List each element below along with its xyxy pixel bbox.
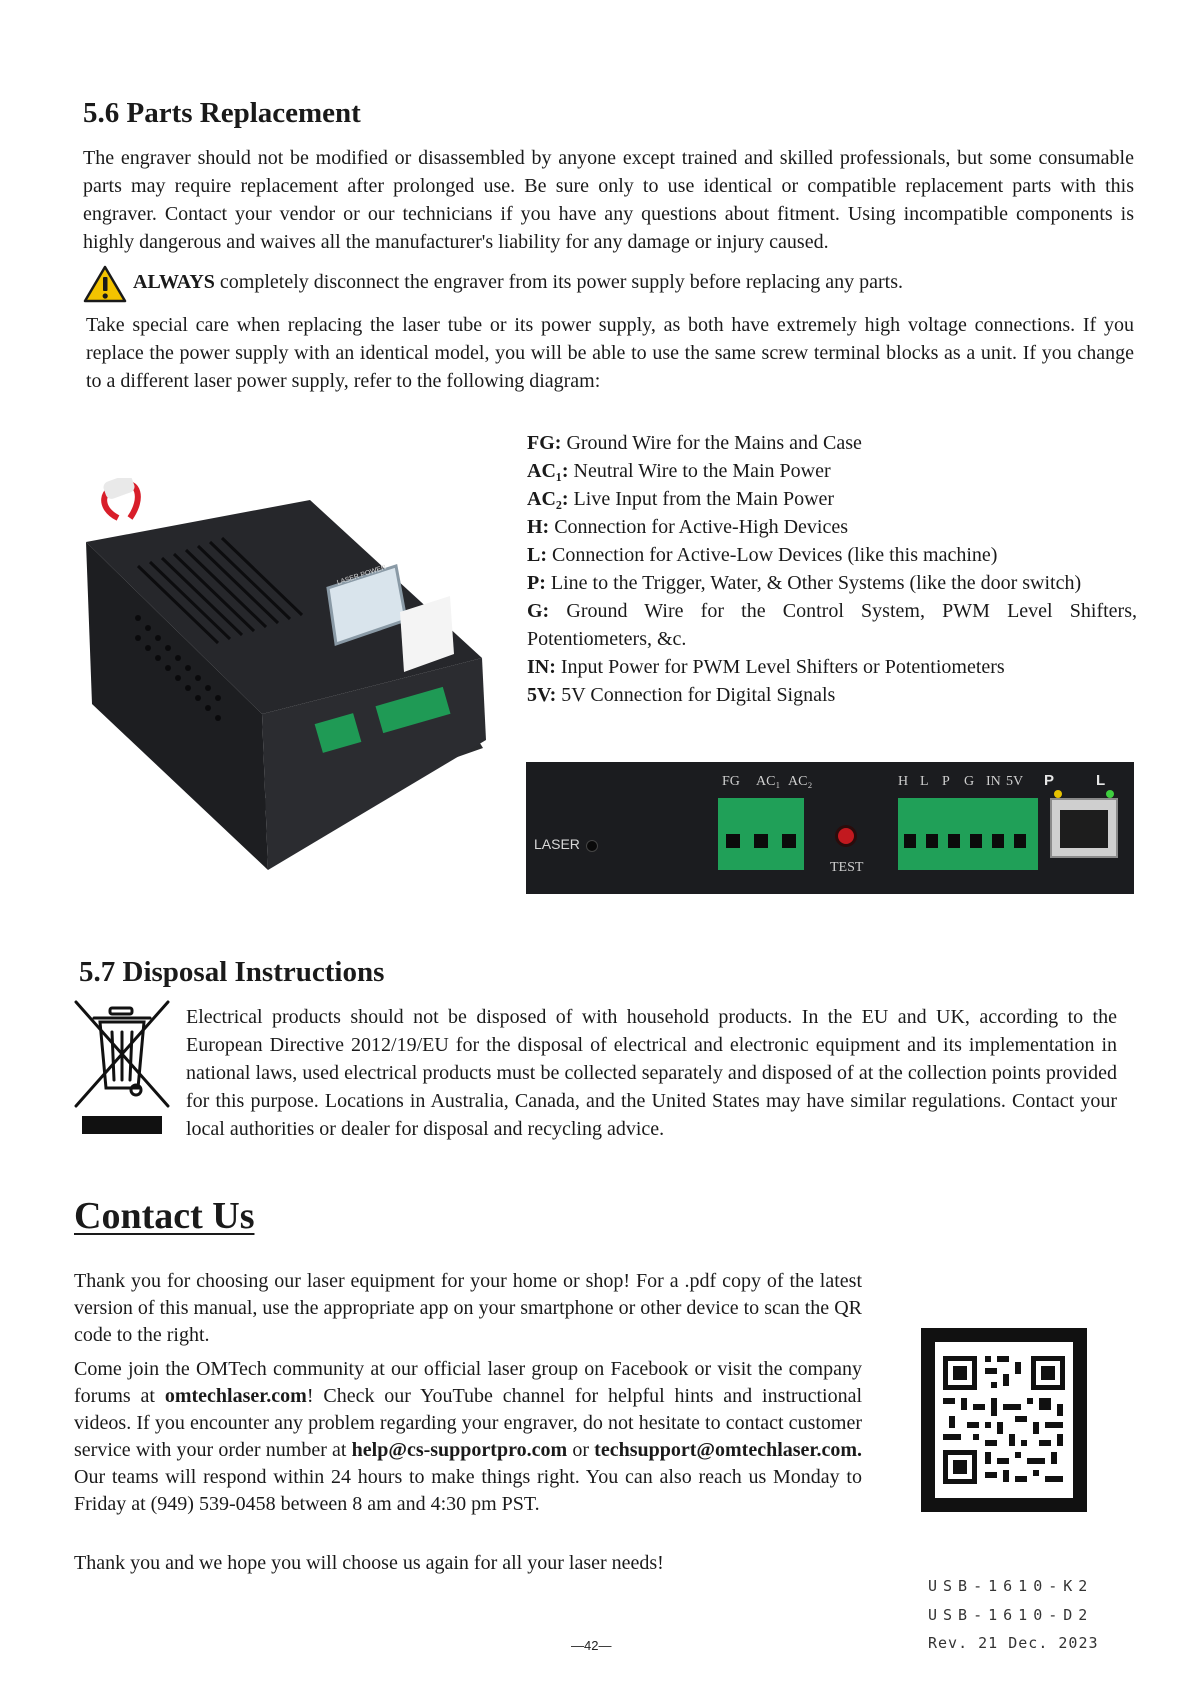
strip-label-l: L [1096,772,1106,789]
terminal-row-l: L: Connection for Active-Low Devices (like this machine) [527,544,998,566]
model-number-2: USB-1610-D2 [928,1606,1094,1624]
terminal-row-p: P: Line to the Trigger, Water, & Other Systems (like the door switch) [527,572,1082,594]
parts-intro-paragraph: The engraver should not be modified or disassembled by anyone except trained and skilled professionals, but some consumable parts may require replacement after prolonged use. Be sure only to use identical or compatible replacement parts with this engraver. Contact your vendor or our technicians if you have any questions about fitment. Using incompatible components is highly dangerous and waives all the manufacturer's liability for any damage or injury caused. [83,147,1134,253]
manual-qr-code[interactable] [921,1328,1087,1512]
contact-paragraph-1: Thank you for choosing our laser equipment for your home or shop! For a .pdf copy of the latest version of this manual, use the appropriate app on your smartphone or other device to scan the QR code to the right. [74,1270,862,1346]
warning-row [83,265,1133,301]
support-email-link[interactable]: help@cs-supportpro.com [351,1439,568,1461]
strip-label-p: P [1044,772,1055,789]
laser-power-supply-photo [78,478,498,878]
contact-heading: Contact Us [74,1195,255,1237]
contact-paragraph-3: Thank you and we hope you will choose us again for all your laser needs! [74,1552,664,1574]
terminal-row-ac1: AC₁: Neutral Wire to the Main Power [527,460,831,482]
terminal-block-ac [718,798,804,870]
section-heading-parts-replacement: 5.6 Parts Replacement [83,97,361,129]
laser-indicator-icon [586,840,598,852]
techsupport-email-link[interactable]: techsupport@omtechlaser.com. [594,1439,862,1461]
warning-text [133,268,1133,296]
test-button-icon [838,828,854,844]
warning-bold: ALWAYS [133,271,215,293]
strip-label-test: TEST [830,860,864,875]
strip-label-laser: LASER [534,836,580,852]
terminal-definitions [527,429,1137,709]
warning-triangle-icon [83,265,127,308]
terminal-row-5v: 5V: 5V Connection for Digital Signals [527,684,836,706]
page-number: —42— [571,1638,612,1653]
disposal-text: Electrical products should not be disposed of with household products. In the EU and UK, according to the European Directive 2012/19/EU for the disposal of electrical and electronic equipment and its implementation in national laws, used electrical products must be collected separately and disposed of at the collection points provided for this purpose. Locations in Australia, Canada, and the United States may have similar regulations. Contact your local authorities or dealer for disposal and recycling advice. [186,1006,1117,1140]
section-heading-disposal: 5.7 Disposal Instructions [79,956,385,988]
parts-diagram-paragraph: Take special care when replacing the laser tube or its power supply, as both have extremely high voltage connections. If you replace the power supply with an identical model, you will be able to use the same screw terminal blocks as a unit. If you change to a different laser power supply, refer to the following diagram: [86,314,1134,392]
warning-rest: completely disconnect the engraver from its power supply before replacing any parts. [214,271,904,293]
contact-paragraph-2: Come join the OMTech community at our official laser group on Facebook or visit the company forums at omtechlaser.com! Check our YouTube channel for helpful hints and instructional videos. If you encounter any problem regarding your engraver, do not hesitate to contact customer service with your order number at help@cs-supportpro.com or techsupport@omtechlaser.com. Our teams will respond within 24 hours to make things right. You can also reach us Monday to Friday at (949) 539-0458 between 8 am and 4:30 pm PST. [74,1358,863,1515]
omtech-site-link[interactable]: omtechlaser.com [164,1385,307,1407]
terminal-row-fg: FG: Ground Wire for the Mains and Case [527,432,862,454]
revision-date: Rev. 21 Dec. 2023 [928,1634,1099,1652]
weee-bin-icon [74,1000,170,1136]
model-number-1: USB-1610-K2 [928,1577,1094,1595]
psu-panel-label: LASER POWER [336,564,388,587]
terminal-block-control [898,798,1038,870]
terminal-row-in: IN: Input Power for PWM Level Shifters or Potentiometers [527,656,1005,678]
terminal-strip-photo: LASER FG AC₁ AC₂ TEST H L P G IN 5V P L [526,762,1134,894]
terminal-row-h: H: Connection for Active-High Devices [527,516,849,538]
ethernet-port-icon [1050,798,1118,858]
terminal-row-ac2: AC₂: Live Input from the Main Power [527,488,835,510]
terminal-row-g: G: Ground Wire for the Control System, PWM Level Shifters, Potentiometers, &c. [527,600,1137,650]
